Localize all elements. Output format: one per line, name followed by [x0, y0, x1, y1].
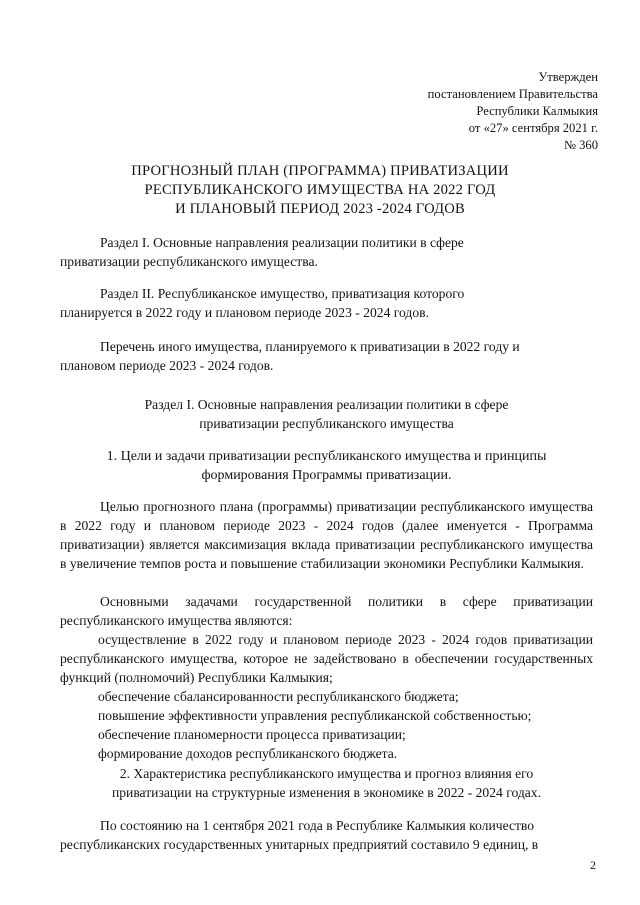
title-line: ПРОГНОЗНЫЙ ПЛАН (ПРОГРАММА) ПРИВАТИЗАЦИИ: [131, 163, 509, 179]
subsection-heading-line: 1. Цели и задачи приватизации республиканского имущества и принципы: [106, 449, 547, 464]
approval-line: № 360: [563, 138, 598, 152]
contents-line: планируется в 2022 году и плановом периоде 2023 - 2024 годов.: [60, 305, 429, 320]
task-item: обеспечение планомерности процесса приватизации;: [98, 727, 406, 742]
contents-line: Раздел II. Республиканское имущество, приватизация которого: [100, 286, 465, 301]
contents-list: [60, 337, 593, 375]
approval-line: Республики Калмыкия: [476, 104, 598, 118]
page-number: 2: [590, 858, 596, 872]
subsection-heading-1: [60, 447, 593, 485]
contents-line: Перечень иного имущества, планируемого к приватизации в 2022 году и: [100, 339, 520, 354]
subsection-heading-line: приватизации на структурные изменения в экономике в 2022 - 2024 годах.: [111, 785, 542, 800]
subsection-heading-line: 2. Характеристика республиканского имущества и прогноз влияния его: [119, 766, 534, 781]
task-item: повышение эффективности управления республиканской собственностью;: [98, 708, 532, 723]
title-line: И ПЛАНОВЫЙ ПЕРИОД 2023 -2024 ГОДОВ: [175, 201, 465, 217]
status-paragraph: [60, 816, 593, 854]
approval-line: постановлением Правительства: [427, 87, 598, 101]
task-item: осуществление в 2022 году и плановом периоде 2023 - 2024 годов приватизации республиканского имущества, которое не задействовано в обеспечении государственных функций (полномочий) Республики Калмыкия;: [60, 632, 593, 685]
contents-section-1: [60, 233, 593, 271]
contents-line: приватизации республиканского имущества.: [60, 254, 318, 269]
subsection-heading-2: [60, 764, 593, 802]
section-heading-line: приватизации республиканского имущества: [199, 416, 454, 431]
tasks-section: [60, 592, 593, 763]
approval-line: Утвержден: [538, 70, 598, 84]
title-line: РЕСПУБЛИКАНСКОГО ИМУЩЕСТВА НА 2022 ГОД: [144, 182, 496, 198]
status-line: По состоянию на 1 сентября 2021 года в Республике Калмыкия количество: [100, 818, 535, 833]
document-title: [60, 162, 580, 219]
contents-line: Раздел I. Основные направления реализации политики в сфере: [100, 235, 464, 250]
contents-section-2: [60, 284, 593, 322]
contents-line: плановом периоде 2023 - 2024 годов.: [60, 358, 274, 373]
task-item: формирование доходов республиканского бюджета.: [98, 746, 398, 761]
section-heading-line: Раздел I. Основные направления реализации политики в сфере: [144, 397, 509, 412]
status-line: республиканских государственных унитарных предприятий составило 9 единиц, в: [60, 837, 539, 852]
section-heading: [60, 395, 593, 433]
approval-stamp: [428, 69, 598, 154]
approval-line: от «27» сентября 2021 г.: [468, 121, 598, 135]
task-item: обеспечение сбалансированности республиканского бюджета;: [98, 689, 459, 704]
goal-paragraph: [60, 497, 593, 573]
goal-text: Целью прогнозного плана (программы) приватизации республиканского имущества в 2022 году и плановом периоде 2023 - 2024 годов (далее именуется - Программа приватизации) является максимизация вклада приватизации республиканского имущества в увеличение темпов роста и повышение стабилизации экономики Республики Калмыкия.: [60, 499, 593, 571]
tasks-intro: Основными задачами государственной политики в сфере приватизации республиканского имущества являются:: [60, 594, 593, 628]
subsection-heading-line: формирования Программы приватизации.: [201, 468, 452, 483]
